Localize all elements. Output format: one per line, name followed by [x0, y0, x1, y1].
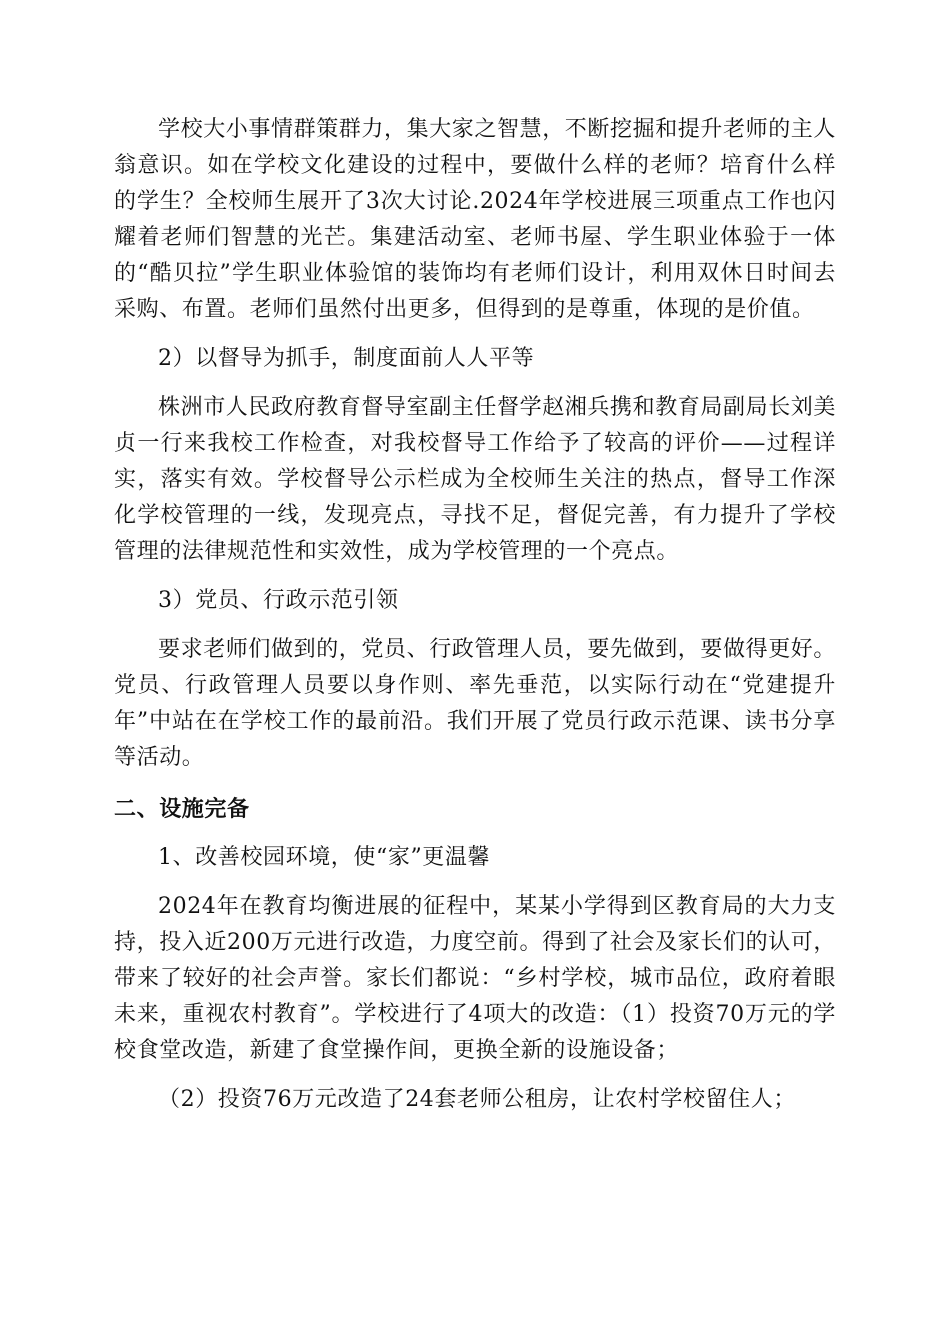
- subheading-supervision: 2）以督导为抓手，制度面前人人平等: [158, 346, 535, 371]
- paragraph-party-leadership: 要求老师们做到的，党员、行政管理人员，要先做到，要做得更好。党员、行政管理人员要以身作则、率先垂范，以实际行动在“党建提升年”中站在在学校工作的最前沿。我们开展了党员行政示范课、读书分享等活动。: [114, 637, 837, 770]
- paragraph-campus-renovation: 2024年在教育均衡进展的征程中，某某小学得到区教育局的大力支持，投入近200万元进行改造，力度空前。得到了社会及家长们的认可，带来了较好的社会声誉。家长们都说：“乡村学校，城市品位，政府着眼未来，重视农村教育”。学校进行了4项大的改造：（1）投资70万元的学校食堂改造，新建了食堂操作间，更换全新的设施设备；: [114, 894, 836, 1063]
- paragraph-teacher-housing: （2）投资76万元改造了24套老师公租房，让农村学校留住人；: [158, 1087, 796, 1112]
- subheading-campus-environment: 1、改善校园环境，使“家”更温馨: [158, 845, 491, 870]
- document-body: [114, 112, 836, 1118]
- section-heading-facilities: 二、设施完备: [114, 796, 250, 822]
- subheading-party-leadership: 3）党员、行政示范引领: [158, 588, 399, 613]
- paragraph-teacher-ownership: 学校大小事情群策群力，集大家之智慧，不断挖掘和提升老师的主人翁意识。如在学校文化建设的过程中，要做什么样的老师？培育什么样的学生？全校师生展开了3次大讨论.2024年学校进展三项重点工作也闪耀着老师们智慧的光芒。集建活动室、老师书屋、学生职业体验于一体的“酷贝拉”学生职业体验馆的装饰均有老师们设计，利用双休日时间去采购、布置。老师们虽然付出更多，但得到的是尊重，体现的是价值。: [114, 117, 837, 322]
- paragraph-supervision: 株洲市人民政府教育督导室副主任督学赵湘兵携和教育局副局长刘美贞一行来我校工作检查，对我校督导工作给予了较高的评价——过程详实，落实有效。学校督导公示栏成为全校师生关注的热点，督导工作深化学校管理的一线，发现亮点，寻找不足，督促完善，有力提升了学校管理的法律规范性和实效性，成为学校管理的一个亮点。: [114, 395, 837, 564]
